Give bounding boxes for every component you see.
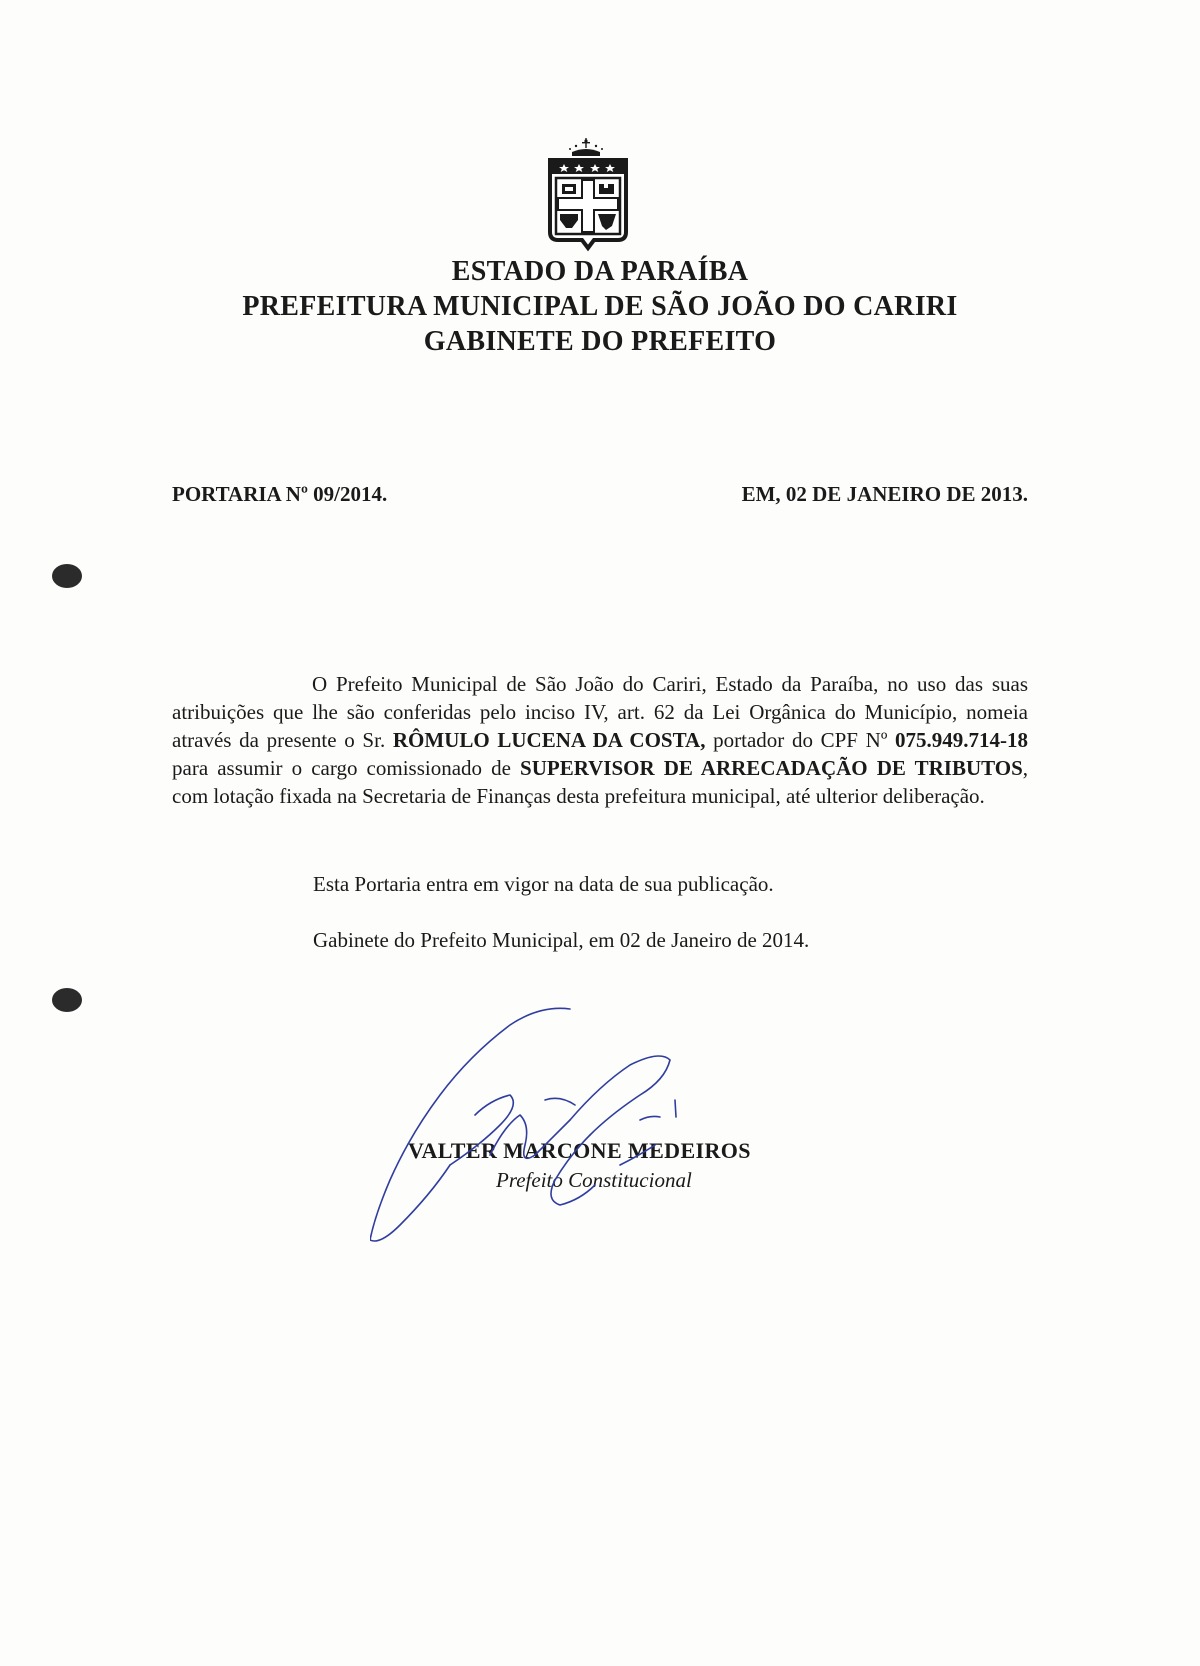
municipal-crest-icon [542, 136, 634, 254]
body-cpf-prefix: portador do CPF Nº [705, 728, 895, 752]
header-office: GABINETE DO PREFEITO [423, 326, 777, 357]
body-role-prefix: para assumir o cargo comissionado de [172, 756, 521, 780]
body-paragraph-closing: Gabinete do Prefeito Municipal, em 02 de Janeiro de 2014. [313, 928, 810, 952]
document-header [0, 254, 1200, 359]
body-paragraph-main [172, 670, 1028, 810]
signer-title: Prefeito Constitucional [496, 1168, 692, 1192]
punch-hole-top [52, 564, 82, 588]
portaria-number: PORTARIA Nº 09/2014. [172, 482, 388, 506]
body-paragraph-effective: Esta Portaria entra em vigor na data de sua publicação. [313, 872, 774, 896]
nominee-cpf: 075.949.714-18 [895, 728, 1028, 752]
punch-hole-bottom [52, 988, 82, 1012]
header-municipality: PREFEITURA MUNICIPAL DE SÃO JOÃO DO CARIRI [242, 291, 958, 322]
nominee-role: SUPERVISOR DE ARRECADAÇÃO DE TRIBUTOS [520, 756, 1023, 780]
portaria-date: EM, 02 DE JANEIRO DE 2013. [741, 482, 1028, 506]
body-end: , com lotação fixada na Secretaria de Finanças desta prefeitura municipal, até ulterior deliberação. [172, 756, 1029, 808]
nominee-name: RÔMULO LUCENA DA COSTA, [392, 728, 706, 752]
handwritten-signature-icon [370, 1005, 730, 1255]
body-intro: O Prefeito Municipal de São João do Cariri, Estado da Paraíba, no uso das suas atribuições que lhe são conferidas pelo inciso IV, art. 62 da Lei Orgânica do Município, nomeia através da presente o Sr. [172, 672, 1028, 752]
signer-name: VALTER MARCONE MEDEIROS [408, 1138, 751, 1163]
header-state: ESTADO DA PARAÍBA [451, 256, 749, 287]
